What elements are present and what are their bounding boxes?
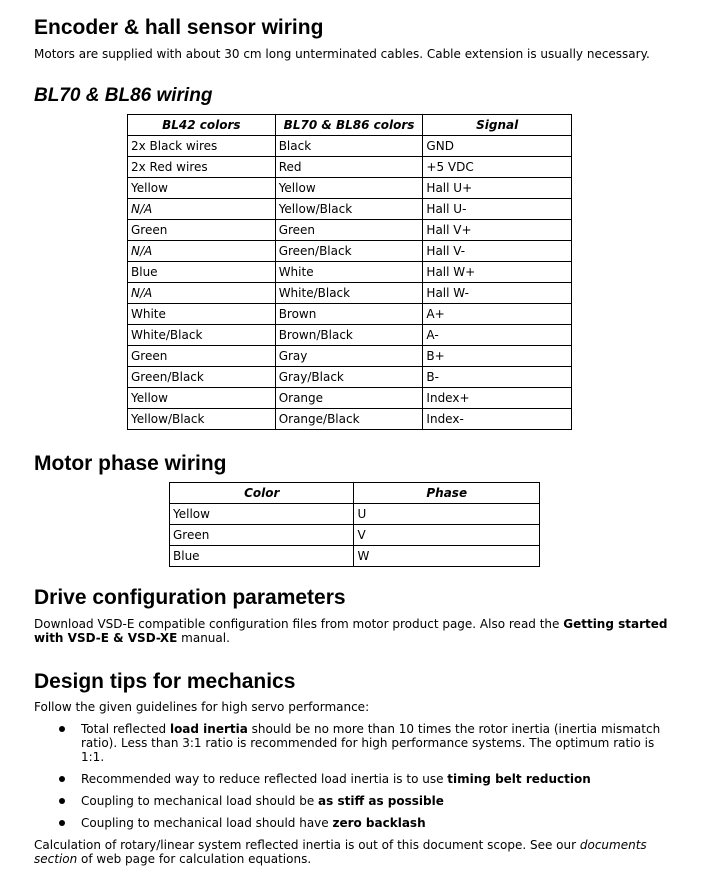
table-cell: N/A [128, 241, 276, 262]
table-cell: +5 VDC [423, 157, 572, 178]
table-row [128, 409, 572, 430]
bullet-text: Coupling to mechanical load should have [81, 816, 333, 830]
table-row [128, 136, 572, 157]
design-tips-outro [34, 838, 674, 866]
table-cell: Brown [275, 304, 423, 325]
table-row [128, 388, 572, 409]
column-header: BL42 colors [128, 115, 276, 136]
outro-text-after: of web page for calculation equations. [77, 852, 312, 866]
bullet-icon [59, 776, 65, 782]
table-cell: Blue [128, 262, 276, 283]
manual-reference: Getting started with VSD-E & VSD-XE [34, 617, 668, 645]
table-cell: White [275, 262, 423, 283]
table-row [170, 546, 540, 567]
bullet-emphasis: as stiff as possible [318, 794, 444, 808]
table-cell: Hall V- [423, 241, 572, 262]
table-cell: V [354, 525, 540, 546]
table-cell: B+ [423, 346, 572, 367]
table-row [128, 346, 572, 367]
bullet-icon [59, 726, 65, 732]
table-cell: White/Black [128, 325, 276, 346]
table-cell: Black [275, 136, 423, 157]
table-cell: Green [275, 220, 423, 241]
table-cell: Green/Black [128, 367, 276, 388]
list-item [34, 722, 674, 764]
motor-phase-heading: Motor phase wiring [34, 452, 227, 475]
table-cell: Yellow/Black [275, 199, 423, 220]
table-cell: White/Black [275, 283, 423, 304]
bullet-text: Coupling to mechanical load should be [81, 794, 319, 808]
table-row [128, 283, 572, 304]
table-cell: Gray/Black [275, 367, 423, 388]
table-row [128, 304, 572, 325]
bullet-icon [59, 820, 65, 826]
table-cell: Hall W+ [423, 262, 572, 283]
column-header: Signal [423, 115, 572, 136]
table-cell: Green [128, 220, 276, 241]
bl-wiring-heading: BL70 & BL86 wiring [34, 85, 213, 106]
bullet-text: should be no more than 10 times the rotor inertia (inertia mismatch ratio). Less than 3:1 ratio is recommended for high performance systems. The optimum ratio is 1:1. [81, 722, 661, 764]
table-cell: Blue [170, 546, 354, 567]
table-cell: Yellow [128, 178, 276, 199]
drive-config-heading: Drive configuration parameters [34, 586, 346, 609]
table-row [128, 325, 572, 346]
outro-text-before: Calculation of rotary/linear system reflected inertia is out of this document scope. See our [34, 838, 580, 852]
table-cell: Green [128, 346, 276, 367]
table-cell: W [354, 546, 540, 567]
table-cell: Yellow [128, 388, 276, 409]
drive-config-text [34, 617, 674, 645]
table-row [170, 525, 540, 546]
bl-wiring-table [127, 114, 572, 430]
motor-phase-header-row [170, 483, 540, 504]
table-cell: 2x Black wires [128, 136, 276, 157]
bullet-icon [59, 798, 65, 804]
table-cell: B- [423, 367, 572, 388]
motor-phase-table [169, 482, 540, 567]
table-cell: Hall V+ [423, 220, 572, 241]
table-cell: Yellow [170, 504, 354, 525]
table-cell: Hall W- [423, 283, 572, 304]
table-row [128, 220, 572, 241]
table-cell: GND [423, 136, 572, 157]
table-row [128, 241, 572, 262]
table-cell: Orange/Black [275, 409, 423, 430]
table-cell: Brown/Black [275, 325, 423, 346]
bullet-emphasis: zero backlash [332, 816, 426, 830]
documents-section-reference: documents section [34, 838, 647, 866]
table-cell: N/A [128, 199, 276, 220]
table-cell: Index+ [423, 388, 572, 409]
design-tips-intro: Follow the given guidelines for high servo performance: [34, 700, 370, 714]
encoder-intro: Motors are supplied with about 30 cm long unterminated cables. Cable extension is usually necessary. [34, 47, 650, 61]
table-cell: Green/Black [275, 241, 423, 262]
table-cell: Green [170, 525, 354, 546]
list-item [34, 794, 674, 808]
bullet-text: Recommended way to reduce reflected load inertia is to use [81, 772, 448, 786]
drive-config-text-before: Download VSD-E compatible configuration files from motor product page. Also read the [34, 617, 564, 631]
table-cell: Yellow/Black [128, 409, 276, 430]
table-row [128, 157, 572, 178]
table-cell: N/A [128, 283, 276, 304]
bl-wiring-header-row [128, 115, 572, 136]
list-item [34, 772, 674, 786]
table-cell: White [128, 304, 276, 325]
bullet-text: Total reflected [81, 722, 170, 736]
table-row [170, 504, 540, 525]
design-tips-list [34, 722, 674, 830]
column-header: Phase [354, 483, 540, 504]
table-cell: 2x Red wires [128, 157, 276, 178]
table-cell: Hall U- [423, 199, 572, 220]
bullet-emphasis: timing belt reduction [447, 772, 591, 786]
table-row [128, 367, 572, 388]
list-item [34, 816, 674, 830]
table-cell: Hall U+ [423, 178, 572, 199]
bullet-emphasis: load inertia [169, 722, 248, 736]
table-cell: Orange [275, 388, 423, 409]
table-row [128, 199, 572, 220]
table-cell: Gray [275, 346, 423, 367]
table-cell: A- [423, 325, 572, 346]
table-cell: Index- [423, 409, 572, 430]
table-cell: A+ [423, 304, 572, 325]
table-cell: Yellow [275, 178, 423, 199]
table-cell: Red [275, 157, 423, 178]
table-cell: U [354, 504, 540, 525]
table-row [128, 262, 572, 283]
column-header: Color [170, 483, 354, 504]
encoder-heading: Encoder & hall sensor wiring [34, 16, 324, 39]
table-row [128, 178, 572, 199]
column-header: BL70 & BL86 colors [275, 115, 423, 136]
design-tips-heading: Design tips for mechanics [34, 670, 296, 693]
drive-config-text-after: manual. [177, 631, 230, 645]
